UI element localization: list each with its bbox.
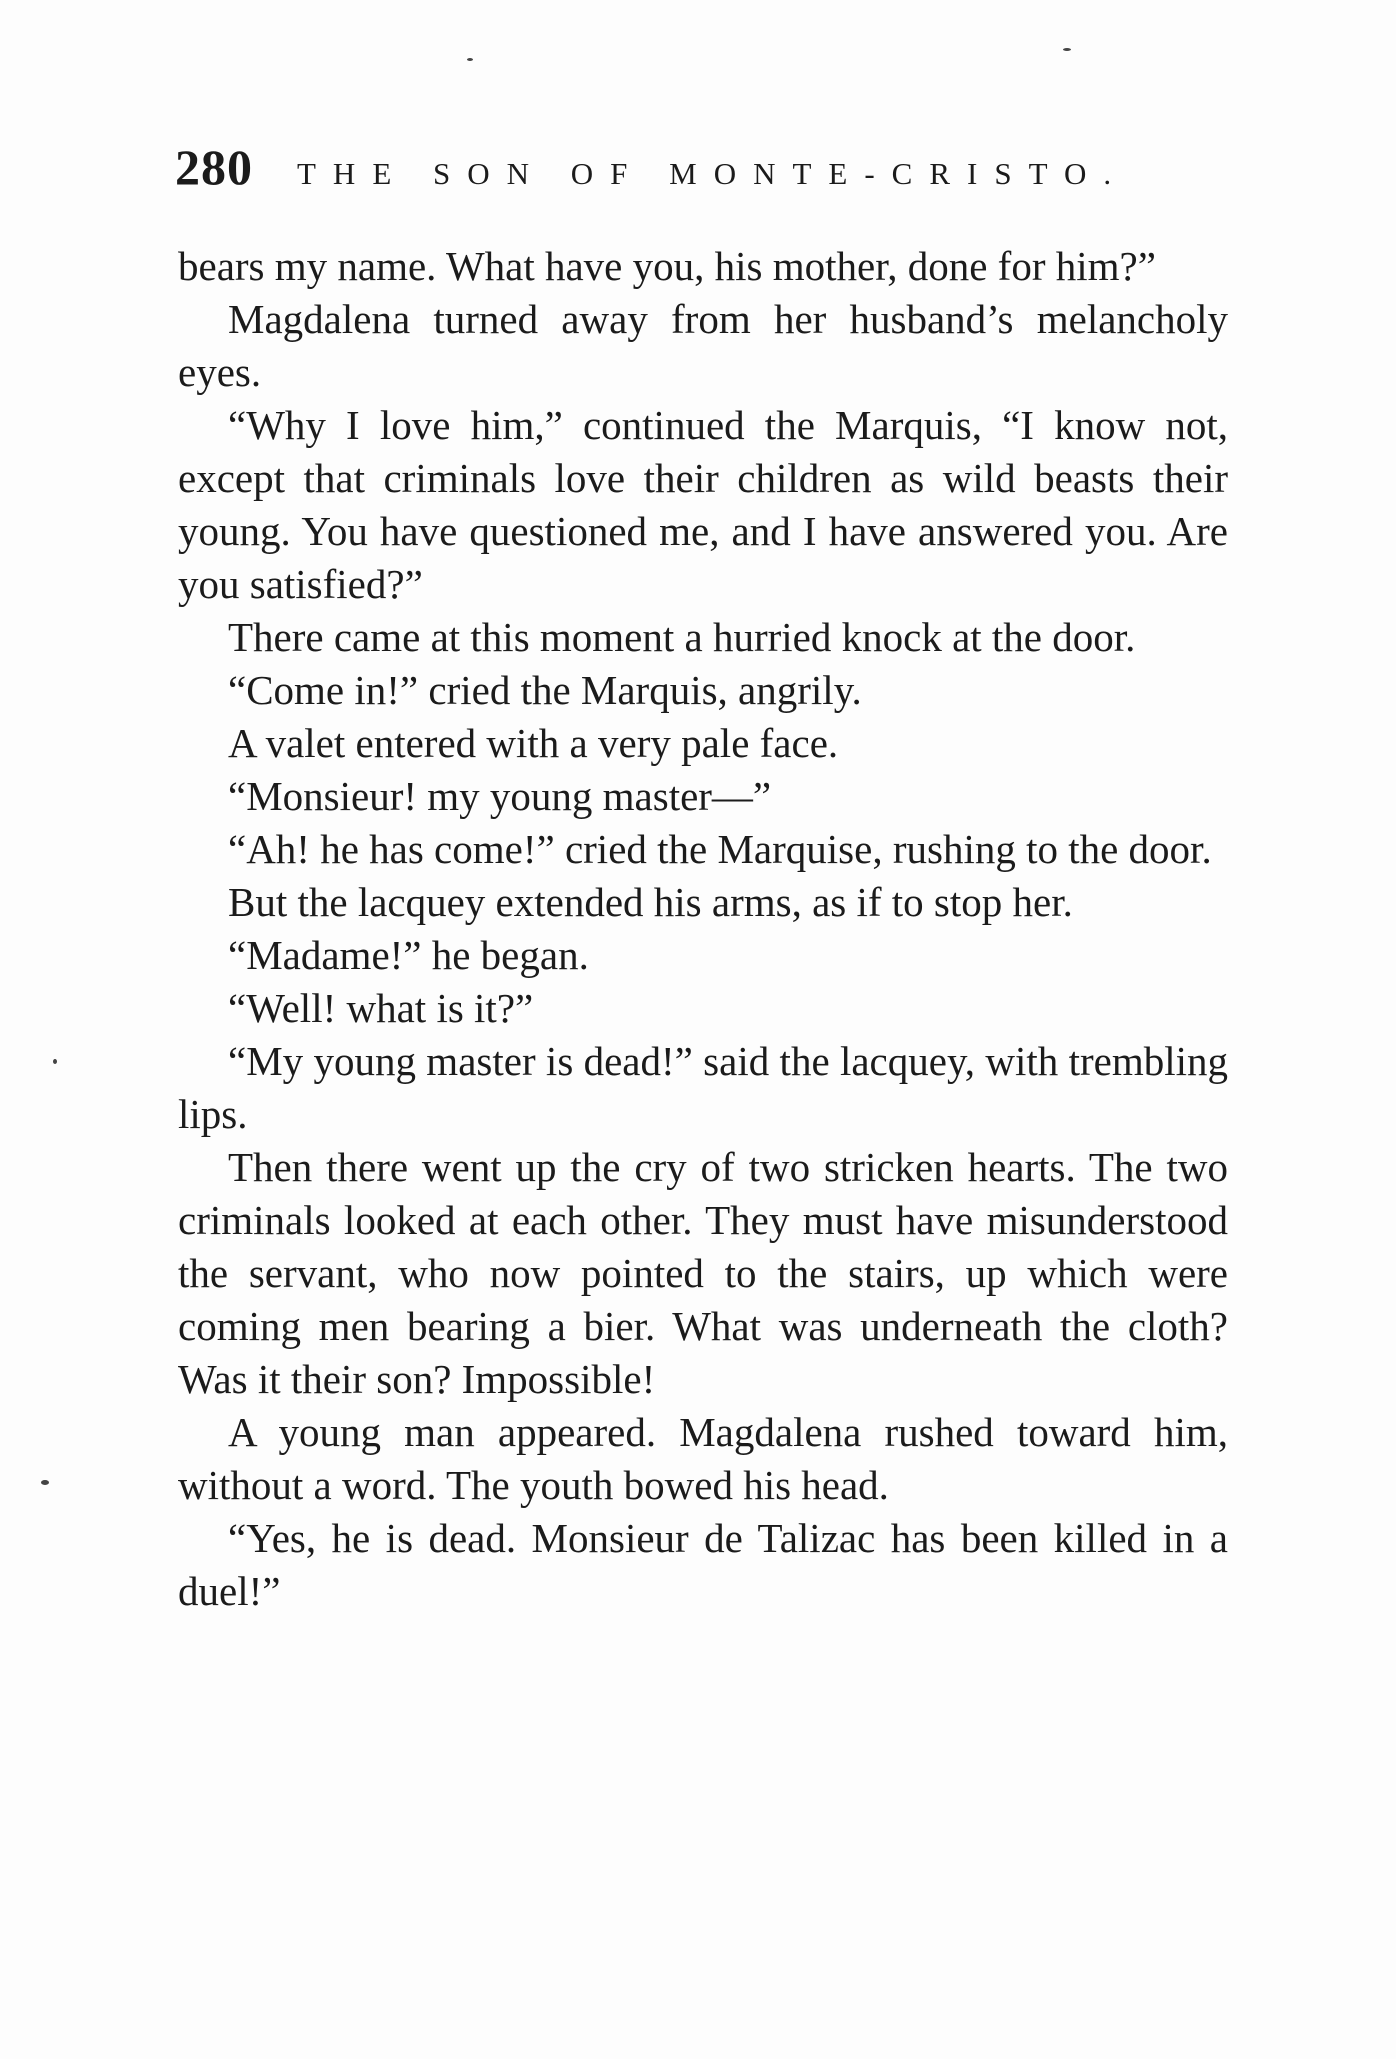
ink-speck: [53, 1059, 57, 1064]
page-header: [175, 138, 1235, 198]
paragraph: Magdalena turned away from her husband’s melancholy eyes.: [178, 296, 1228, 395]
paragraph: “Well! what is it?”: [228, 985, 534, 1031]
paragraph: “My young master is dead!” said the lacquey, with trembling lips.: [178, 1038, 1228, 1137]
paragraph: But the lacquey extended his arms, as if to stop her.: [228, 879, 1073, 925]
paragraph: A young man appeared. Magdalena rushed toward him, without a word. The youth bowed his head.: [178, 1409, 1228, 1508]
ink-speck: [41, 1480, 49, 1485]
paragraph: “Monsieur! my young master—”: [228, 773, 772, 819]
ink-speck: [467, 58, 473, 61]
paragraph: “Madame!” he began.: [228, 932, 589, 978]
running-title: THE SON OF MONTE-CRISTO.: [297, 156, 1129, 191]
page-number: 280: [175, 139, 253, 195]
paragraph: A valet entered with a very pale face.: [228, 720, 839, 766]
paragraph: bears my name. What have you, his mother, done for him?”: [178, 243, 1156, 289]
paragraph: “Why I love him,” continued the Marquis, “I know not, except that criminals love their children as wild beasts their young. You have questioned me, and I have answered you. Are you satisfied?”: [178, 402, 1228, 607]
paragraph: “Ah! he has come!” cried the Marquise, rushing to the door.: [228, 826, 1212, 872]
body-text: [178, 240, 1228, 1618]
paragraph: Then there went up the cry of two stricken hearts. The two criminals looked at each other. They must have misunderstood the servant, who now pointed to the stairs, up which were coming men bearing a bier. What was underneath the cloth? Was it their son? Impossible!: [178, 1144, 1228, 1402]
paragraph: “Come in!” cried the Marquis, angrily.: [228, 667, 862, 713]
ink-speck: [1063, 48, 1071, 51]
paragraph: “Yes, he is dead. Monsieur de Talizac has been killed in a duel!”: [178, 1515, 1228, 1614]
paragraph: There came at this moment a hurried knock at the door.: [228, 614, 1136, 660]
